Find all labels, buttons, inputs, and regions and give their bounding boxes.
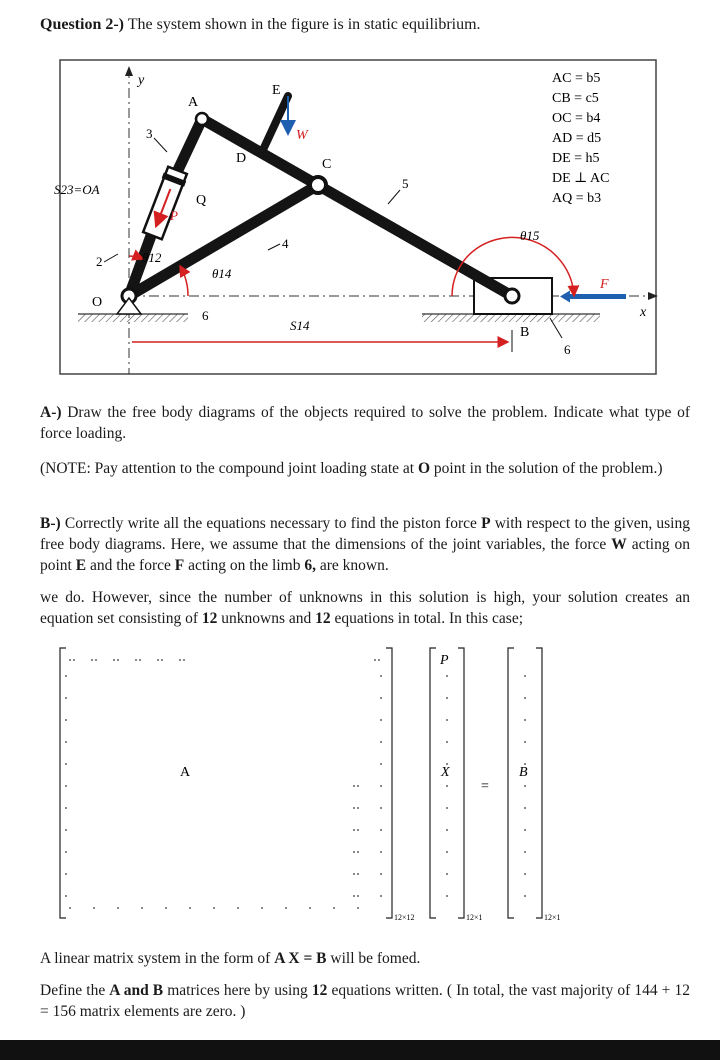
matrix-dot [157, 659, 159, 661]
part-b-W: W [611, 536, 627, 553]
matrix-X-label: X [441, 765, 450, 780]
part-b-text-6: are known. [319, 557, 389, 574]
matrix-dot [91, 659, 93, 661]
leader-3 [154, 138, 167, 152]
link-5 [202, 119, 512, 296]
matrix-equals: = [481, 779, 489, 794]
part-b-label: B-) [40, 515, 61, 532]
label-F: F [600, 277, 609, 292]
linear-text-2: will be fomed. [330, 950, 421, 967]
part-b-text-1: Correctly write all the equations necessary to find the piston force [64, 515, 477, 532]
part-a [40, 402, 690, 444]
matrix-dot [357, 829, 359, 831]
matrix-dot [446, 807, 448, 809]
joint-B [505, 289, 519, 303]
note-point: O [417, 460, 431, 477]
relation-5: DE ⊥ AC [552, 171, 610, 186]
unknowns-n1: 12 [201, 610, 218, 627]
matrix-dot [380, 807, 382, 809]
label-B: B [520, 325, 530, 340]
part-b-P: P [481, 515, 491, 532]
matrix-dot [161, 659, 163, 661]
matrix-dot [95, 659, 97, 661]
matrix-dot [93, 907, 95, 909]
force-F-arrow-body [568, 294, 626, 299]
matrix-dot [65, 697, 67, 699]
part-b [40, 513, 690, 576]
matrix-dot [380, 697, 382, 699]
matrix-dot [139, 659, 141, 661]
matrix-dot [524, 741, 526, 743]
matrix-dot [357, 785, 359, 787]
matrix-dot [380, 873, 382, 875]
question-number: Question 2-) [40, 16, 124, 33]
label-n5: 5 [402, 176, 409, 191]
matrix-equation [40, 636, 680, 926]
force-F-arrowhead [560, 291, 570, 303]
label-C: C [322, 157, 332, 172]
matrix-dot [65, 741, 67, 743]
unknowns-n2: 12 [315, 610, 331, 627]
note [40, 458, 690, 479]
matrix-dot [183, 659, 185, 661]
matrix-dot [446, 895, 448, 897]
matrix-dot [353, 785, 355, 787]
matrix-dot [380, 763, 382, 765]
matrix-dot [446, 741, 448, 743]
matrix-dot [285, 907, 287, 909]
matrix-dot [117, 659, 119, 661]
matrix-dot [380, 719, 382, 721]
label-theta12: θ12 [142, 250, 162, 265]
joint-A [196, 113, 208, 125]
matrix-dot [65, 851, 67, 853]
matrix-dot [353, 895, 355, 897]
matrix-dot [357, 807, 359, 809]
matrix-dot [353, 829, 355, 831]
matrix-size-X: 12×1 [466, 913, 483, 922]
matrix-dot [179, 659, 181, 661]
matrix-dot [309, 907, 311, 909]
matrix-dot [357, 873, 359, 875]
relation-4: DE = h5 [552, 151, 600, 166]
matrix-dot [65, 675, 67, 677]
matrix-dot [380, 851, 382, 853]
matrix-dot [524, 851, 526, 853]
part-a-text: Draw the free body diagrams of the objects required to solve the problem. Indicate what type of force loading. [40, 404, 690, 442]
matrix-dot [69, 659, 71, 661]
label-s23: S23=OA [54, 182, 100, 197]
matrix-dot [189, 907, 191, 909]
matrix-dot [357, 907, 359, 909]
link-oa-upper [178, 119, 202, 170]
leader-4 [268, 244, 280, 250]
matrix-dot [357, 851, 359, 853]
matrix-dot [65, 807, 67, 809]
matrix-dot [380, 741, 382, 743]
matrix-dot [353, 873, 355, 875]
matrix-dot [261, 907, 263, 909]
ground-right [422, 314, 600, 322]
note-prefix: (NOTE: Pay attention to the compound joint loading state at [40, 460, 415, 477]
label-A: A [188, 95, 199, 110]
matrix-P-label: P [440, 653, 449, 668]
matrix-dot [524, 873, 526, 875]
matrix-dot [380, 675, 382, 677]
unknowns-text-1: we do. However, since the number of unknowns in this solution is high, your solution creates an equation set consisting of [40, 589, 690, 627]
leader-2 [104, 254, 118, 262]
define-AB: A and B [109, 982, 164, 999]
label-n3: 3 [146, 126, 153, 141]
label-theta15: θ15 [520, 228, 540, 243]
label-E: E [272, 83, 281, 98]
part-b-text-2: with respect to the given, using free body diagrams. Here, we assume that the dimensions of the joint variables, the force [40, 515, 690, 553]
matrix-dot [446, 873, 448, 875]
label-n4: 4 [282, 236, 289, 251]
part-b-F: F [174, 557, 185, 574]
matrix-dot [213, 907, 215, 909]
matrix-dot [333, 907, 335, 909]
matrix-dot [446, 785, 448, 787]
define-n: 12 [311, 982, 328, 999]
unknowns-text-3: equations in total. In this case; [334, 610, 524, 627]
label-P: P [170, 208, 178, 223]
bottom-bar [0, 1040, 720, 1060]
matrix-dot [135, 659, 137, 661]
relation-6: AQ = b3 [552, 191, 602, 206]
bracket-B-left [508, 648, 514, 918]
define-text-1: Define the [40, 982, 106, 999]
matrix-dot [380, 785, 382, 787]
question-title-text: The system shown in the figure is in static equilibrium. [127, 16, 481, 33]
matrix-dot [73, 659, 75, 661]
unknowns-text-2: unknowns and [221, 610, 312, 627]
matrix-dot [374, 659, 376, 661]
ground-left [78, 314, 188, 322]
matrix-dot [446, 851, 448, 853]
matrix-dot [117, 907, 119, 909]
piston-cylinder [141, 166, 188, 240]
matrix-size-A: 12×12 [394, 913, 415, 922]
matrix-dot [65, 763, 67, 765]
label-y: y [138, 73, 145, 88]
linear-text-1: A linear matrix system in the form of [40, 950, 271, 967]
linear-eq: A X = B [274, 950, 327, 967]
matrix-dot [65, 829, 67, 831]
define-text-2: matrices here by using [167, 982, 308, 999]
relation-1: CB = c5 [552, 91, 599, 106]
note-suffix: point in the solution of the problem.) [433, 460, 663, 477]
matrix-dot [357, 895, 359, 897]
matrix-dot [353, 851, 355, 853]
part-b-text-5: acting on the limb [188, 557, 301, 574]
matrix-dot [446, 675, 448, 677]
matrix-dot [65, 873, 67, 875]
part-b-text-3: acting on point [40, 536, 691, 574]
label-Q: Q [196, 193, 207, 208]
link-de [262, 96, 288, 152]
matrix-dot [524, 719, 526, 721]
bracket-A-left [60, 648, 66, 918]
label-O: O [92, 295, 103, 310]
matrix-A-label: A [180, 765, 191, 780]
matrix-B-label: B [519, 765, 528, 780]
relation-0: AC = b5 [552, 71, 601, 86]
matrix-dot [524, 675, 526, 677]
bracket-X-left [430, 648, 436, 918]
matrix-dot [446, 697, 448, 699]
matrix-dot [446, 719, 448, 721]
matrix-dot [237, 907, 239, 909]
matrix-dot [380, 829, 382, 831]
matrix-dot [165, 907, 167, 909]
label-s14: S14 [290, 318, 310, 333]
linear-system [40, 948, 690, 969]
matrix-dot [65, 719, 67, 721]
matrix-dot [141, 907, 143, 909]
part-b-text-4: and the force [89, 557, 171, 574]
y-axis-arrowhead [125, 66, 133, 76]
matrix-dots [65, 659, 526, 909]
matrix-dot [446, 829, 448, 831]
bracket-X-right [458, 648, 464, 918]
matrix-dot [378, 659, 380, 661]
part-a-label: A-) [40, 404, 62, 421]
part-b-six: 6, [304, 557, 316, 574]
relation-2: OC = b4 [552, 111, 601, 126]
question-title [40, 16, 481, 34]
bracket-A-right [386, 648, 392, 918]
matrix-dot [524, 785, 526, 787]
part-b-E: E [75, 557, 87, 574]
define-matrices [40, 980, 690, 1022]
matrix-dot [380, 895, 382, 897]
matrix-dot [524, 697, 526, 699]
matrix-dot [524, 829, 526, 831]
label-n6b: 6 [564, 342, 571, 357]
label-D: D [236, 151, 247, 166]
matrix-dot [65, 785, 67, 787]
define-text-3: equations written. ( In total, the vast majority of 144 + 12 = 156 matrix elements are zero. ) [40, 982, 691, 1020]
label-n6a: 6 [202, 308, 209, 323]
matrix-size-B: 12×1 [544, 913, 561, 922]
leader-5 [388, 190, 400, 204]
matrix-dot [69, 907, 71, 909]
label-x: x [640, 305, 647, 320]
mechanism-figure [40, 48, 666, 378]
label-W: W [296, 128, 308, 143]
matrix-dot [353, 807, 355, 809]
label-theta14: θ14 [212, 266, 232, 281]
matrix-dot [65, 895, 67, 897]
matrix-dot [524, 807, 526, 809]
matrix-dot [524, 895, 526, 897]
bracket-B-right [536, 648, 542, 918]
relation-3: AD = d5 [552, 131, 602, 146]
joint-C [310, 177, 326, 193]
label-n2: 2 [96, 254, 103, 269]
para-unknowns [40, 587, 690, 629]
matrix-dot [113, 659, 115, 661]
ground-support-O [117, 298, 141, 314]
